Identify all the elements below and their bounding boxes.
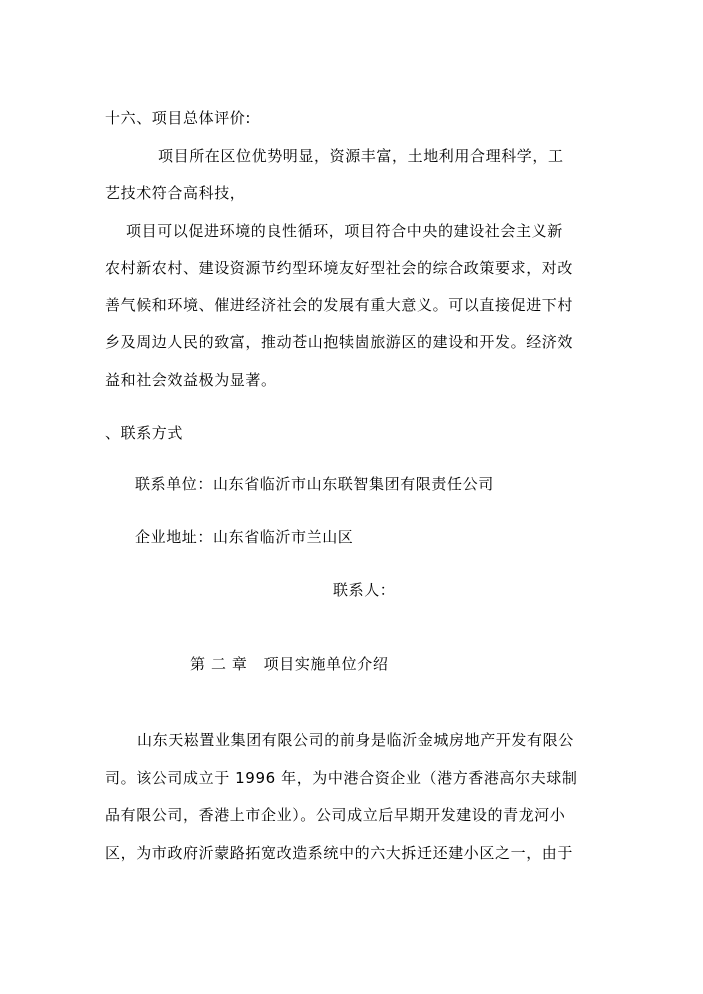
- paragraph-line: 项目可以促进环境的良性循环，项目符合中央的建设社会主义新: [126, 222, 563, 240]
- contact-person: 联系人：: [333, 581, 396, 599]
- contact-address: 企业地址：山东省临沂市兰山区: [135, 528, 354, 546]
- chapter-title: 第 二 章 项目实施单位介绍: [190, 655, 389, 673]
- contact-unit: 联系单位：山东省临沂市山东联智集团有限责任公司: [135, 475, 494, 493]
- section-heading: 十六、项目总体评价:: [105, 109, 252, 127]
- paragraph-line: 善气候和环境、催进经济社会的发展有重大意义。可以直接促进下村: [105, 296, 574, 314]
- paragraph-line: 区，为市政府沂蒙路拓宽改造系统中的六大拆迁还建小区之一，由于: [105, 844, 574, 862]
- paragraph-line: 司。该公司成立于 1996 年，为中港合资企业（港方香港高尔夫球制: [105, 769, 578, 787]
- paragraph-line: 乡及周边人民的致富，推动苍山抱犊崮旅游区的建设和开发。经济效: [105, 333, 574, 351]
- paragraph-line: 艺技术符合高科技，: [105, 184, 246, 202]
- paragraph-line: 品有限公司，香港上市企业）。公司成立后早期开发建设的青龙河小: [105, 806, 566, 824]
- paragraph-line: 益和社会效益极为显著。: [105, 371, 277, 389]
- paragraph-line: 农村新农村、建设资源节约型环境友好型社会的综合政策要求，对改: [105, 259, 574, 277]
- contact-heading: 、联系方式: [105, 424, 184, 442]
- paragraph-line: 项目所在区位优势明显，资源丰富，土地利用合理科学，工: [158, 147, 564, 165]
- paragraph-line: 山东天崧置业集团有限公司的前身是临沂金城房地产开发有限公: [137, 731, 574, 749]
